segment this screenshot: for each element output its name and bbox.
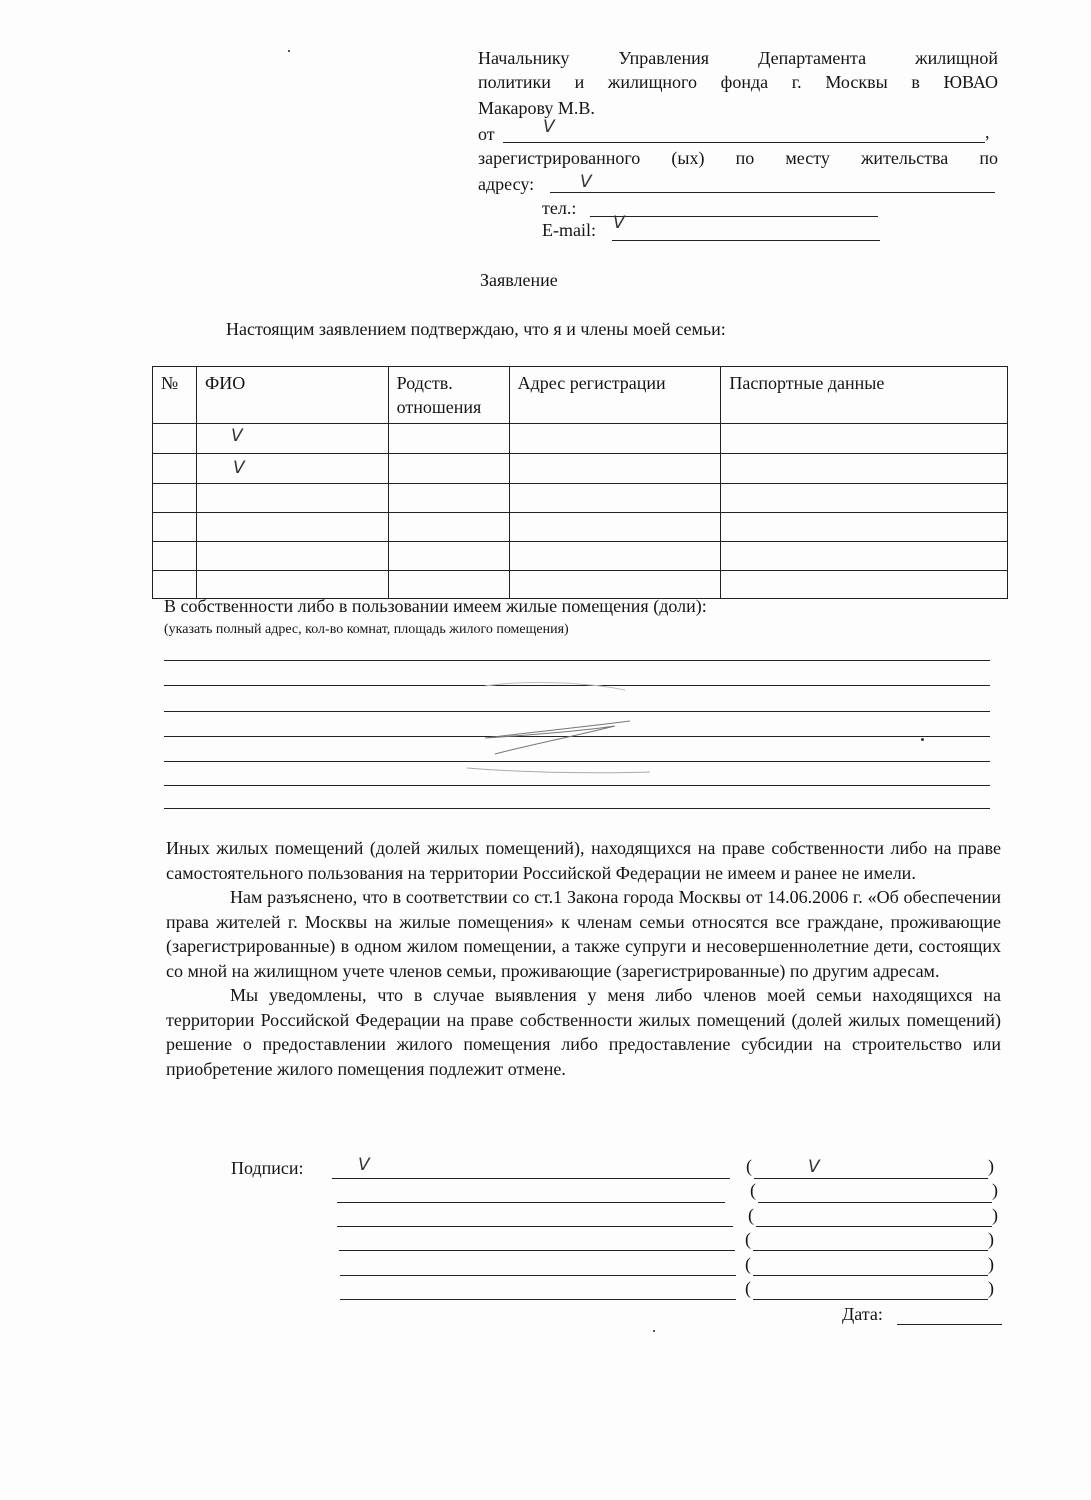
address-label: адресу:: [478, 174, 535, 194]
table-cell[interactable]: [196, 571, 388, 599]
paren-close: ): [992, 1205, 998, 1225]
table-cell[interactable]: [196, 484, 388, 513]
column-header-number: №: [153, 367, 197, 424]
signature-line[interactable]: [332, 1178, 730, 1179]
from-comma: ,: [985, 122, 990, 142]
registered-line: зарегистрированного (ых) по месту жительства по: [478, 148, 998, 168]
name-line[interactable]: [753, 1299, 988, 1300]
property-hint: (указать полный адрес, кол-во комнат, площадь жилого помещения): [164, 622, 569, 637]
signature-line[interactable]: [340, 1275, 736, 1276]
property-heading: В собственности либо в пользовании имеем жилые помещения (доли):: [164, 596, 707, 616]
check-mark: V: [358, 1155, 370, 1175]
table-cell[interactable]: [196, 454, 388, 484]
check-mark: V: [808, 1157, 820, 1177]
table-row: [153, 484, 1008, 513]
table-cell[interactable]: [153, 513, 197, 542]
check-mark: V: [543, 117, 555, 137]
table-cell[interactable]: [509, 484, 721, 513]
table-cell[interactable]: [153, 542, 197, 571]
document-title: Заявление: [480, 270, 558, 290]
table-cell[interactable]: [721, 484, 1008, 513]
table-cell[interactable]: [196, 542, 388, 571]
name-line[interactable]: [756, 1226, 992, 1227]
phone-label: тел.:: [542, 198, 577, 218]
email-label: E-mail:: [542, 220, 596, 240]
paren-open: (: [745, 1229, 751, 1249]
paren-open: (: [748, 1205, 754, 1225]
family-members-table: [152, 366, 1008, 599]
check-mark: V: [613, 213, 625, 233]
table-cell[interactable]: [509, 513, 721, 542]
table-cell[interactable]: [153, 484, 197, 513]
paren-close: ): [988, 1229, 994, 1249]
check-mark: V: [232, 458, 245, 478]
table-cell[interactable]: [509, 571, 721, 599]
date-label: Дата:: [842, 1304, 883, 1324]
table-row: [153, 513, 1008, 542]
table-cell[interactable]: [509, 424, 721, 454]
table-cell[interactable]: [196, 513, 388, 542]
signature-line[interactable]: [339, 1250, 735, 1251]
signature-line[interactable]: [337, 1202, 725, 1203]
table-cell[interactable]: [721, 571, 1008, 599]
property-line[interactable]: [164, 660, 990, 661]
table-row: [153, 454, 1008, 484]
paren-close: ): [992, 1180, 998, 1200]
column-header-relation: Родств. отношения: [388, 367, 509, 424]
table-cell[interactable]: [721, 424, 1008, 454]
paragraph-notification: Мы уведомлены, что в случае выявления у меня либо членов моей семьи находящихся на территории Российской Федерации на праве собственности жилых помещений (долей жилых помещений) решение о предоставлении жилого помещения либо предоставление субсидии на строительство или приобретение жилого помещения подлежит отмене.: [166, 985, 1001, 1079]
date-field[interactable]: [897, 1324, 1002, 1325]
table-cell[interactable]: [196, 424, 388, 454]
property-line[interactable]: [164, 808, 990, 809]
table-cell[interactable]: [721, 513, 1008, 542]
table-cell[interactable]: [153, 424, 197, 454]
name-line[interactable]: [754, 1178, 988, 1179]
paren-open: (: [750, 1180, 756, 1200]
table-cell[interactable]: [388, 542, 509, 571]
table-cell[interactable]: [509, 542, 721, 571]
name-line[interactable]: [758, 1202, 992, 1203]
table-cell[interactable]: [388, 424, 509, 454]
scan-speck: [921, 738, 924, 741]
column-header-fio: ФИО: [196, 367, 388, 424]
paren-close: ): [988, 1156, 994, 1176]
column-header-address: Адрес регистрации: [509, 367, 721, 424]
phone-field[interactable]: [590, 216, 878, 217]
table-cell[interactable]: [388, 454, 509, 484]
table-cell[interactable]: [153, 571, 197, 599]
paren-open: (: [745, 1254, 751, 1274]
table-cell[interactable]: [509, 454, 721, 484]
table-cell[interactable]: [388, 484, 509, 513]
addressee-line-2: политики и жилищного фонда г. Москвы в ЮВАО: [478, 72, 998, 92]
scan-speck: [288, 50, 290, 52]
table-row: [153, 542, 1008, 571]
paren-close: ): [988, 1254, 994, 1274]
signature-line[interactable]: [340, 1299, 736, 1300]
table-row: [153, 571, 1008, 599]
addressee-line-1: Начальнику Управления Департамента жилищной: [478, 48, 998, 68]
strike-scribble: [455, 676, 655, 782]
table-cell[interactable]: [388, 571, 509, 599]
table-row: [153, 424, 1008, 454]
name-line[interactable]: [753, 1275, 988, 1276]
address-field[interactable]: [550, 192, 995, 193]
property-line[interactable]: [164, 785, 990, 786]
paragraph-explanation: Нам разъяснено, что в соответствии со ст.1 Закона города Москвы от 14.06.2006 г. «Об обеспечении права жителей г. Москвы на жилые помещения» к членам семьи относятся все граждане, проживающие (зарегистрированные) в одном жилом помещении, а также супруги и несовершеннолетние дети, состоящих со мной на жилищном учете членов семьи, проживающие (зарегистрированные) по другим адресам.: [166, 887, 1001, 981]
from-field[interactable]: [503, 142, 985, 143]
column-header-passport: Паспортные данные: [721, 367, 1008, 424]
check-mark: V: [230, 426, 243, 446]
paren-open: (: [745, 1278, 751, 1298]
scan-speck: [653, 1330, 655, 1332]
email-field[interactable]: [612, 240, 880, 241]
addressee-line-3: Макарову М.В.: [478, 98, 595, 118]
from-label: от: [478, 124, 495, 144]
paragraph-no-other-property: Иных жилых помещений (долей жилых помещений), находящихся на праве собственности либо на праве самостоятельного пользования на территории Российской Федерации не имеем и ранее не имели.: [166, 838, 1001, 883]
name-line[interactable]: [753, 1250, 988, 1251]
signatures-label: Подписи:: [231, 1158, 304, 1178]
statement-paragraph: [166, 836, 1001, 1081]
paren-close: ): [988, 1278, 994, 1298]
table-header-row: [153, 367, 1008, 424]
check-mark: V: [580, 172, 592, 192]
table-cell[interactable]: [721, 542, 1008, 571]
table-cell[interactable]: [721, 454, 1008, 484]
table-cell[interactable]: [388, 513, 509, 542]
intro-text: Настоящим заявлением подтверждаю, что я и члены моей семьи:: [226, 319, 726, 339]
signature-line[interactable]: [337, 1226, 733, 1227]
table-cell[interactable]: [153, 454, 197, 484]
paren-open: (: [746, 1156, 752, 1176]
